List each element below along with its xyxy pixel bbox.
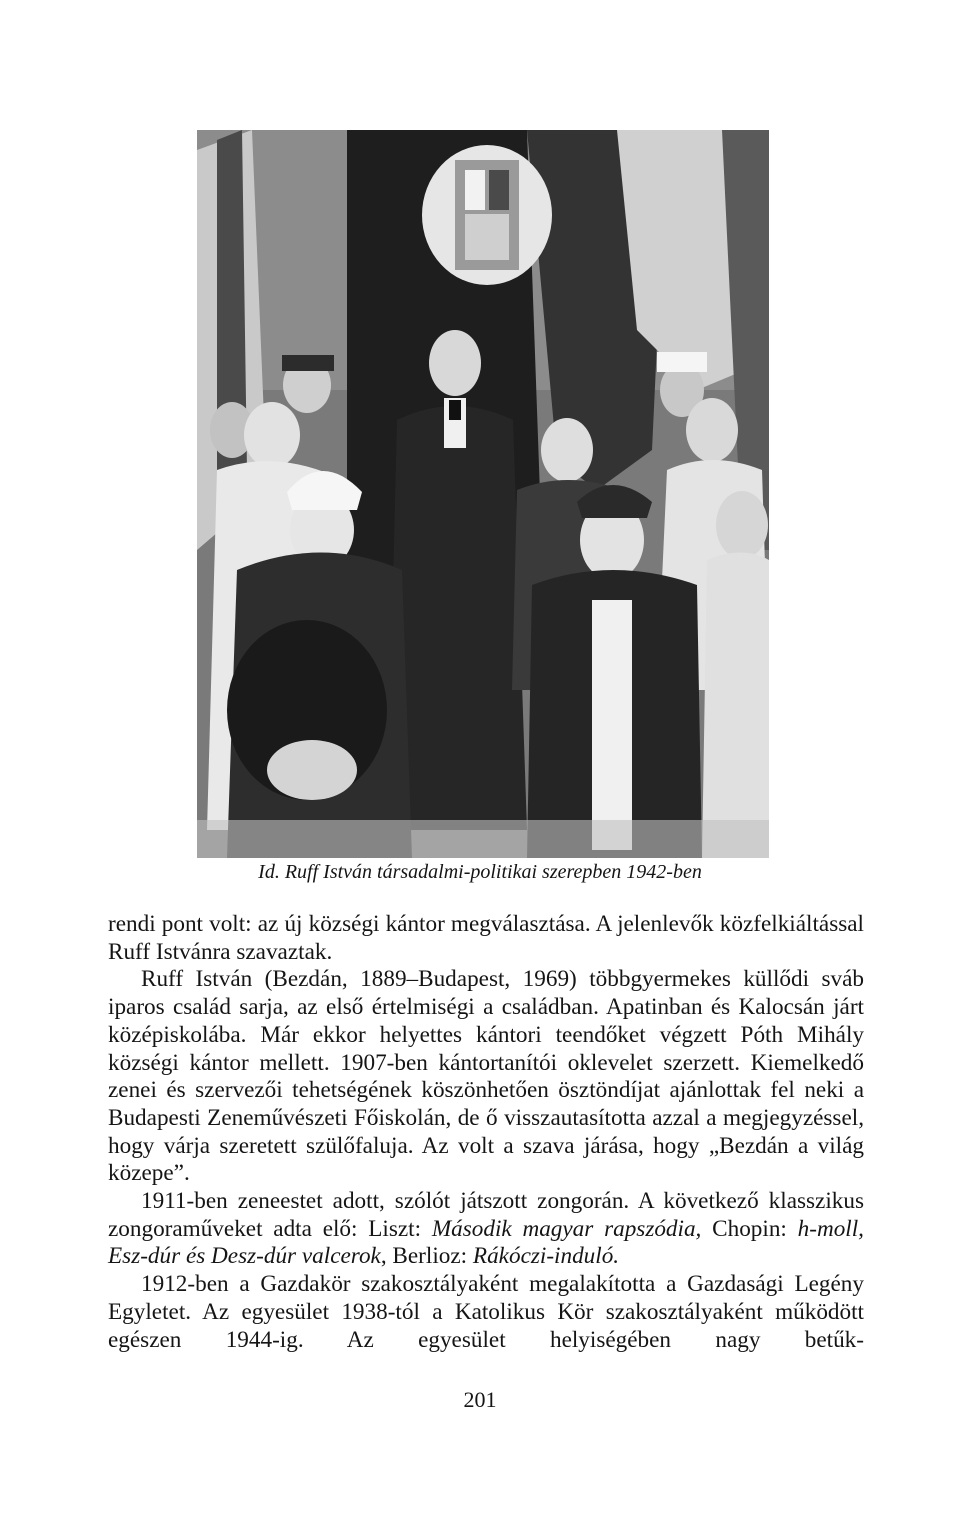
paragraph-2: Ruff István (Bezdán, 1889–Budapest, 1969) többgyermekes küllődi sváb iparos család sarja, az első értelmiségi a családban. Apatinban és Kalocsán járt középiskolába. Már ekkor helyettes kántori teendőket végzett Póth Mihály községi kántor mellett. 1907-ben kántortanítói oklevelet szerzett. Kiemelkedő zenei és szervezői tehetségének köszönhetően ösztöndíjat ajánlottak fel neki a Budapesti Zeneművészeti Főiskolán, de ő visszautasította azzal a megjegyzéssel, hogy várja szeretett szülőfaluja. Az volt a szava járása, hogy „Bezdán a világ közepe”. bbox=[108, 966, 864, 1187]
paragraph-3 bbox=[108, 1188, 864, 1271]
paragraph-1: rendi pont volt: az új községi kántor megválasztása. A jelenlevők közfelkiáltással Ruff Istvánra szavaztak. bbox=[108, 911, 864, 965]
paragraph-3-composer-chopin: Chopin: bbox=[701, 1215, 798, 1242]
work-title-liszt: Második magyar rapszódia, bbox=[431, 1215, 702, 1242]
body-text bbox=[108, 911, 864, 1354]
page-number: 201 bbox=[463, 1387, 497, 1412]
paragraph-4: 1912-ben a Gazdakör szakosztályaként megalakította a Gazdasági Legény Egyletet. Az egyesület 1938-tól a Katolikus Kör szakosztályaként működött egészen 1944-ig. Az egyesület helyiségében nagy betűk- bbox=[108, 1271, 864, 1353]
paragraph-3-composer-berlioz: , Berlioz: bbox=[380, 1243, 473, 1270]
paragraph-3-lead: 1911-ben zeneestet adott, szólót játszott zongorán. A következő klasszikus zongoraműveket adta elő: Liszt: bbox=[108, 1188, 864, 1242]
work-title-chopin: h-moll, Esz-dúr és Desz-dúr valcerok bbox=[108, 1215, 864, 1270]
work-title-berlioz: Rákóczi-induló. bbox=[472, 1243, 620, 1270]
photo-caption: Id. Ruff István társadalmi-politikai szerepben 1942-ben bbox=[258, 861, 702, 883]
photograph bbox=[197, 130, 769, 858]
